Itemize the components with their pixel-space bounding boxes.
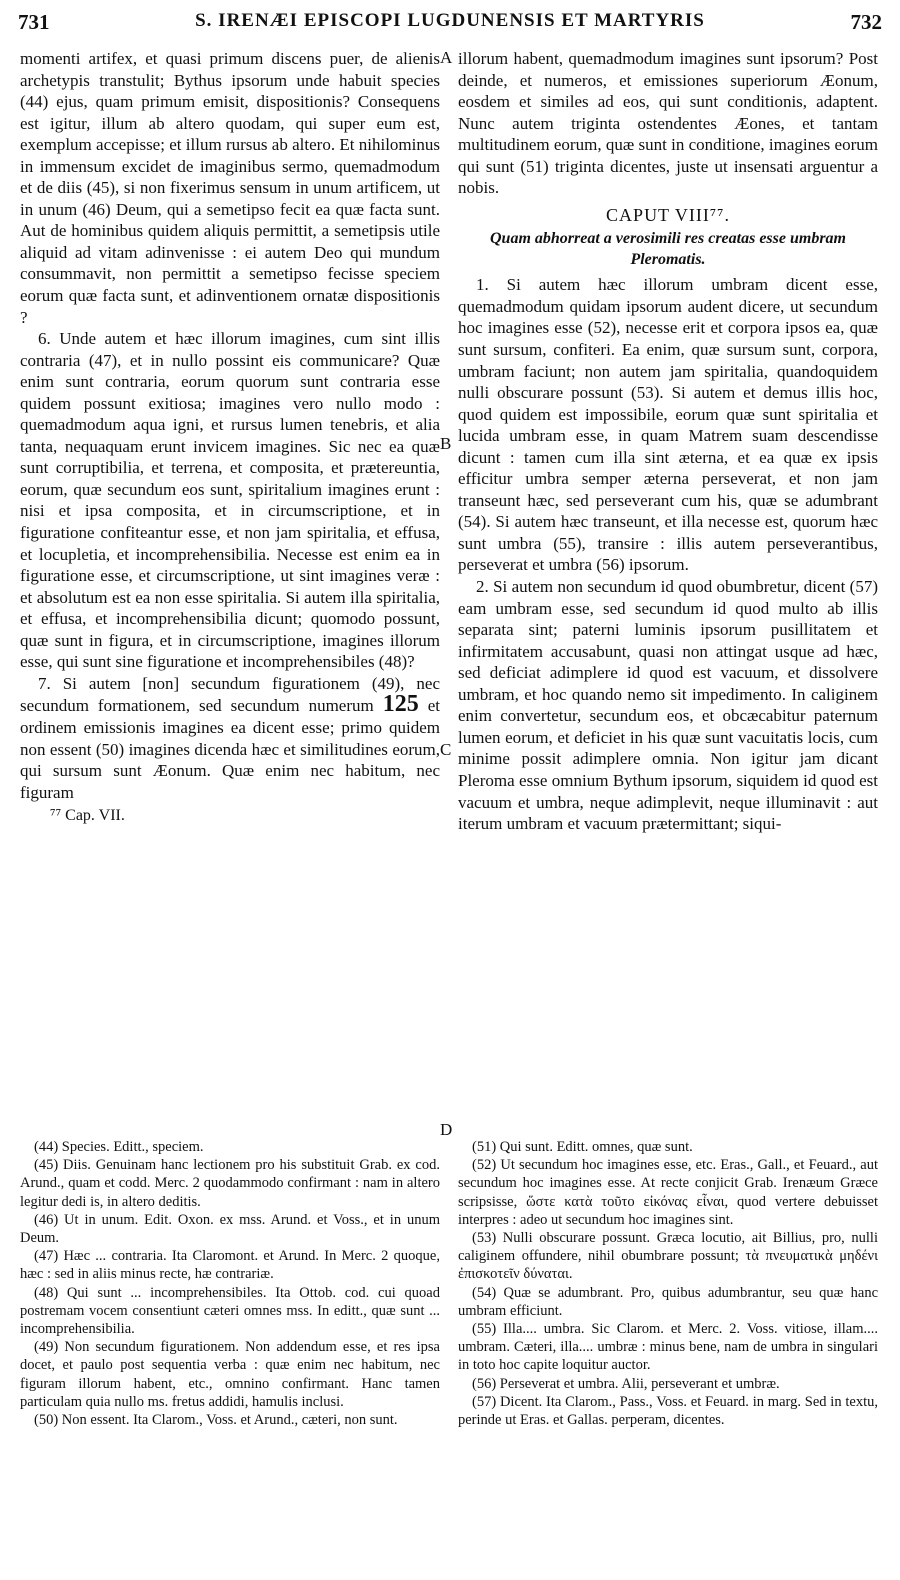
margin-letter-c: C xyxy=(440,740,452,759)
margin-letter-d: D xyxy=(440,1120,453,1139)
paragraph xyxy=(20,673,440,803)
margin-letter-a: A xyxy=(440,48,453,67)
footnotes-left xyxy=(20,1138,440,1429)
footnote: (55) Illa.... umbra. Sic Clarom. et Merc. 2. Voss. vitiose, illam.... umbram. Cæteri, illa.... umbræ : minus bene, nam de umbra in singulari in toto hoc capite loquitur auctor. xyxy=(458,1321,878,1374)
footnote: (52) Ut secundum hoc imagines esse, etc. Eras., Gall., et Feuard., aut secundum hoc imagines esse. At recte conjicit Grab. Irenæum Græce scripsisse, ὥστε κατὰ τοῦτο εἰκόνας εἶναι, quod vertere debuisset interpres : adeo ut secundum hoc imagines sint. xyxy=(458,1157,878,1228)
footnote: (54) Quæ se adumbrant. Pro, quibus adumbrantur, seu quæ hanc umbram efficiunt. xyxy=(458,1284,878,1319)
left-column xyxy=(20,48,440,827)
chapter-subtitle: Quam abhorreat a verosimili res creatas esse umbram Pleromatis. xyxy=(489,230,846,269)
chapter-title: CAPUT VIII⁷⁷. xyxy=(606,204,730,225)
right-column xyxy=(458,48,878,835)
chapter-reference-note: ⁷⁷ Cap. VII. xyxy=(50,807,125,825)
footnote: (45) Diis. Genuinam hanc lectionem pro his substituit Grab. ex cod. Arund., quam et codd. Merc. 2 quodammodo confirmant : nam in altero legitur dedi is, in altero deditis. xyxy=(20,1157,440,1210)
footnotes-right xyxy=(458,1138,878,1429)
footnote: (44) Species. Editt., speciem. xyxy=(34,1139,204,1155)
footnote: (56) Perseverat et umbra. Alii, perseverant et umbræ. xyxy=(472,1375,780,1392)
running-title: S. IRENÆI EPISCOPI LUGDUNENSIS ET MARTYRIS xyxy=(195,10,705,31)
paragraph-text: et ordinem emissionis imagines ea dicent esse; primo quidem non essent (50) imagines dicenda hæc et similitudines eorum, qui sursum sunt Æonum. Quæ enim nec habitum, nec figuram xyxy=(20,696,440,802)
footnote: (57) Dicent. Ita Clarom., Pass., Voss. et Feuard. in marg. Sed in textu, perinde ut Eras. et Gallas. perperam, dicentes. xyxy=(458,1393,878,1429)
footnote: (48) Qui sunt ... incomprehensibiles. Ita Ottob. cod. cui quoad postremam vocem consentiunt cæteri omnes mss. In editt., quæ sunt ... incomprehensibilia. xyxy=(20,1284,440,1338)
footnote: (50) Non essent. Ita Clarom., Voss. et Arund., cæteri, non sunt. xyxy=(34,1412,398,1429)
footnote: (51) Qui sunt. Editt. omnes, quæ sunt. xyxy=(472,1139,693,1155)
margin-letter-b: B xyxy=(440,434,452,453)
paragraph: illorum habent, quemadmodum imagines sunt ipsorum? Post deinde, et numeros, et emissiones superiorum Æonum, eosdem et similes ad eos, qui sunt conditionis, adaptent. Nunc autem triginta ostendentes Æones, et tantam multitudinem eorum, quæ sunt in conditione, imagines eorum qui sunt (51) triginta dicentes, juste ut insensati arguentur a nobis. xyxy=(458,49,878,198)
paragraph: 1. Si autem hæc illorum umbram dicent esse, quemadmodum quidam ipsorum audent dicere, ut secundum hoc imagines esse (52), necesse erit et corpora ipsos ea, quæ sunt sursum, confiteri. Ea enim, quæ sursum sunt, corpora, umbram faciunt; non autem jam spiritalia, quandoquidem nulli obscurare possunt (53). Si autem et demus illis hoc, quod quidem est impossibile, eorum quæ sunt spiritalia et lucida umbram esse, in quam Matrem suam descendisse dicunt : tamen cum illa sint æterna, et ea quæ ex ipsis efficitur umbra semper æterna perseverat, et non jam transeunt hæc, sed perseverant cum his, quæ se adumbrant (54). Si autem hæc transeunt, et illa necesse est, quorum hæc sunt umbra (55), transire : illis autem perseverantibus, perseverat et umbra (56) ipsorum. xyxy=(458,275,878,575)
paragraph-text: 7. Si autem [non] secundum figurationem (49), nec secundum formationem, sed secundum numerum xyxy=(20,673,440,716)
running-header xyxy=(18,10,882,40)
page-number-right: 732 xyxy=(850,10,882,34)
page-number-left: 731 xyxy=(18,10,50,34)
paragraph: momenti artifex, et quasi primum discens puer, de alienis archetypis transtulit; Bythus ipsorum unde habuit species (44) ejus, quam primum emisit, dispositionis? Consequens est igitur, illum ab altero quodam, qui super eum est, exemplum accepisse; et illum rursus ab altero. Et nihilominus in immensum excidet de imaginibus sermo, quemadmodum et de diis (45), si non fixerimus sensum in unum artificem, ut in unum (46) Deum, qui a semetipso fecit ea quæ facta sunt. Aut de hominibus quidem aliquis permittit, a semetipsis utile aliquid ad vitam adinvenisse : ei autem Deo qui mundum consummavit, non permittit a semetipso fecisse speciem eorum quæ facta sunt, et adinventionem ornatæ dispositionis ? xyxy=(20,49,440,327)
marginal-number: 125 xyxy=(382,691,419,718)
paragraph: 2. Si autem non secundum id quod obumbretur, dicent (57) eam umbram esse, sed secundum id quod multo ab illis separata sint; paterni luminis ipsorum pusillitatem et infirmitatem accusabunt, quasi non attingat usque ad hæc, sed deficiat adimplere id quod est vacuum, et dissolvere umbram, et hoc quando nemo sit impedimento. In caliginem enim convertetur, secundum eos, et obcæcabitur paternum lumen eorum, et deficiet in his quæ sunt vacuitatis locis, cum minime possit adimplere omnia. Non igitur jam dicant Pleroma esse omnium Bythum ipsorum, siquidem id quod est vacuum et umbra, neque adimplevit, neque illuminavit : aut iterum umbram et vacuum prætermittant; siqui- xyxy=(458,577,878,834)
paragraph: 6. Unde autem et hæc illorum imagines, cum sint illis contraria (47), et in nullo possint eis communicare? Quæ enim sunt contraria, eorum quorum sunt contraria esse quidem possunt exitiosa; imagines vero nullo modo : quemadmodum aqua igni, et rursus lumen tenebris, et alia tanta, nequaquam erunt invicem imagines. Sic nec ea quæ sunt corruptibilia, et terrena, et composita, et prætereuntia, eorum, quæ secundum eos sunt, spiritalium imagines erunt : nisi et ipsa composita, et in circumscriptione, et in figuratione confiteantur esse, et non jam spiritalia, et effusa, et locupletia, et incomprehensibilia. Necesse est enim ea in figuratione esse, et circumscriptione, ut sint imagines veræ : et absolutum est ea non esse spiritalia. Si autem illa spiritalia, et effusa, et incomprehensibilia dicunt; quomodo possunt, quæ sunt in figura, et in circumscriptione, imagines illorum esse, qui sunt sine figuratione et incomprehensibiles (48)? xyxy=(20,329,440,672)
footnote: (53) Nulli obscurare possunt. Græca locutio, ait Billius, pro, nulli caliginem offundere, nihil obumbrare possunt; τὰ πνευματικὰ μηδένι ἐπισκοτεῖν δύναται. xyxy=(458,1230,878,1283)
footnote: (46) Ut in unum. Edit. Oxon. ex mss. Arund. et Voss., et in unum Deum. xyxy=(20,1211,440,1247)
footnote: (49) Non secundum figurationem. Non addendum esse, et res ipsa docet, et paulo post sequentia verba : quæ enim nec habitum, nec figuram illorum habent, etc., omnino confirmant. Hanc tamen particulam quia nullo ms. fretus addidi, hamulis inclusi. xyxy=(20,1339,440,1410)
footnote: (47) Hæc ... contraria. Ita Claromont. et Arund. In Merc. 2 quoque, hæc : sed in aliis minus recte, hæ contrariæ. xyxy=(20,1248,440,1283)
